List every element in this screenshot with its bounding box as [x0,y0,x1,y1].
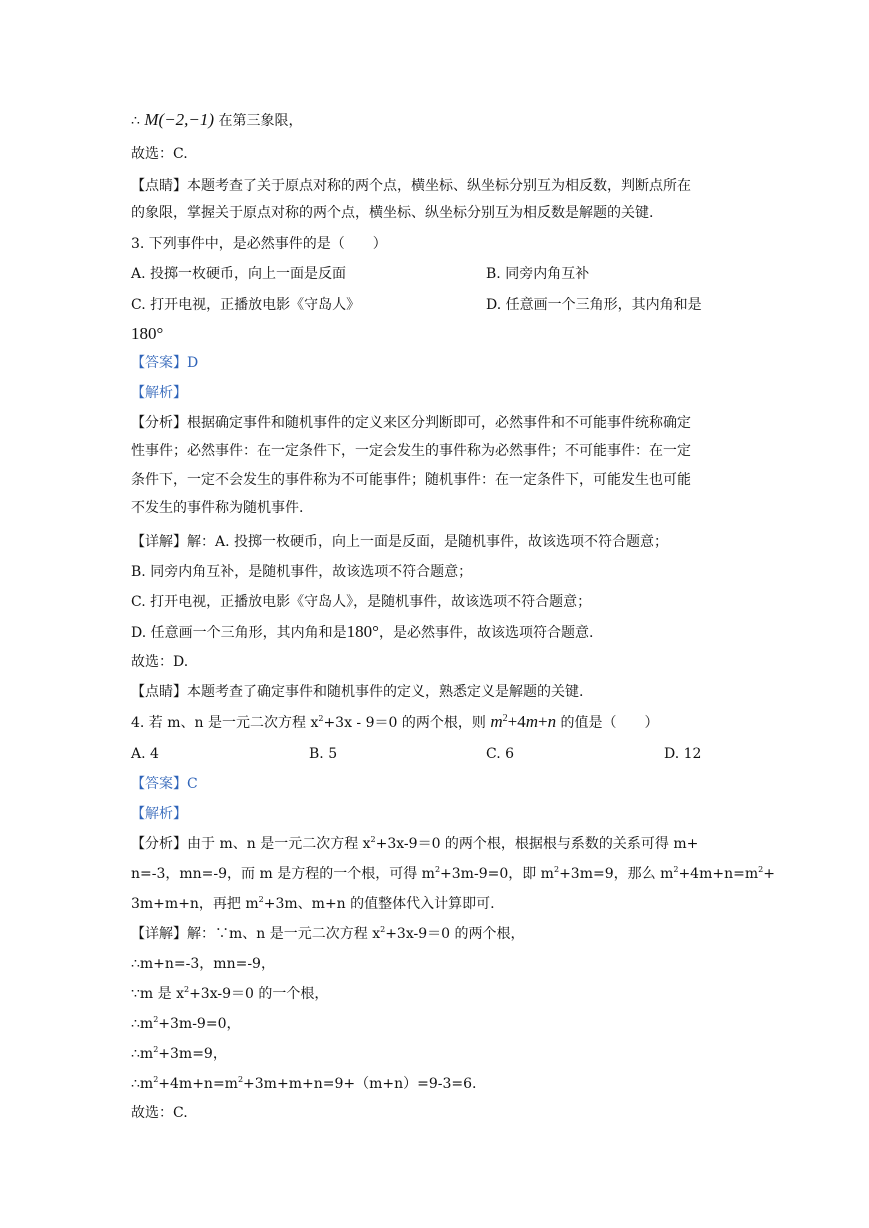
analysis-3-line-2: 性事件；必然事件：在一定条件下，一定会发生的事件称为必然事件；不可能事件：在一定 [131,443,691,459]
detail-4-line-6: $\therefore m^2+4m+n=m^2+3m+m+n=9+(m+n)=9-3=6$. [131,1075,477,1092]
comment-line-2: 的象限，掌握关于原点对称的两个点，横坐标、纵坐标分别互为相反数是解题的关键. [131,205,654,221]
comment-3: 【点睛】本题考查了确定事件和随机事件的定义，熟悉定义是解题的关键. [131,684,584,700]
expression-formula: $m^2+4m+n$ [490,712,557,731]
question-3-options-row-1 [131,263,346,285]
detail-4-line-5: $\therefore m^2+3m=9$， [131,1045,227,1062]
choice-line-3: 故选：D. [131,654,189,670]
detail-3-line-2: B. 同旁内角互补，是随机事件，故该选项不符合题意； [131,564,473,580]
conclusion-line: ∴ M(−2,−1) 在第三象限， [131,110,303,129]
answer-3: 【答案】D [131,355,199,371]
detail-3-line-3: C. 打开电视，正播放电影《守岛人》，是随机事件，故该选项不符合题意； [131,594,592,610]
analysis-header-3: 【解析】 [131,385,187,401]
analysis-4-line-3: 3m+m+n，再把 $m^2+3m$、m+n 的值整体代入计算即可. [131,895,495,912]
detail-4-line-4: $\therefore m^2+3m-9=0$， [131,1015,241,1032]
analysis-3-line-3: 条件下，一定不会发生的事件称为不可能事件；随机事件：在一定条件下，可能发生也可能 [131,472,691,488]
detail-4-line-1: 【详解】解：∵m、n 是一元二次方程 $x^2+3x-9=0$ 的两个根， [131,925,525,942]
choice-line: 故选：C. [131,146,188,162]
detail-4-line-3: ∵m 是 $x^2+3x-9=0$ 的一个根， [131,985,329,1002]
analysis-3-line-4: 不发生的事件称为随机事件. [131,500,304,516]
option-b: B. 同旁内角互补 [486,266,590,282]
question-4-option-c: C. 6 [486,746,515,762]
question-4-option-b: B. 5 [309,746,338,762]
answer-4: 【答案】C [131,776,198,792]
question-4-option-a: A. 4 [131,746,159,762]
question-4-stem: 4. 若 m、n 是一元二次方程 $x^2+3x - 9=0$ 的两个根，则 $m^2+4m+n$ 的值是（ ） [131,712,659,731]
comment-tag: 【点睛】 [131,178,187,194]
detail-3-line-1: 【详解】解：A. 投掷一枚硬币，向上一面是反面，是随机事件，故该选项不符合题意； [131,534,669,550]
option-c: C. 打开电视，正播放电影《守岛人》 [131,297,361,313]
angle-sum-formula: 180° [346,622,379,641]
detail-4-line-2: ∴m+n=-3，mn=-9， [131,956,275,972]
comment-line-1: 【点睛】本题考查了关于原点对称的两个点，横坐标、纵坐标分别互为相反数，判断点所在 [131,178,691,194]
choice-line-4: 故选：C. [131,1105,188,1121]
analysis-4-line-2: n=-3，mn=-9，而 m 是方程的一个根，可得 $m^2+3m-9=0$，即 $m^2+3m=9$，那么 $m^2+4m+n=m^2+$ [131,865,775,882]
question-4-option-d: D. 12 [664,746,702,762]
detail-3-line-4: D. 任意画一个三角形，其内角和是180°，是必然事件，故该选项符合题意. [131,622,594,641]
point-m-formula: M(−2,−1) [144,110,215,129]
question-3-stem: 3. 下列事件中，是必然事件的是（ ） [131,236,387,252]
option-a: A. 投掷一枚硬币，向上一面是反面 [131,266,347,282]
analysis-4-line-1: 【分析】由于 m、n 是一元二次方程 $x^2+3x-9=0$ 的两个根，根据根与系数的关系可得 m+ [131,835,699,852]
option-d: D. 任意画一个三角形，其内角和是 [486,297,702,313]
option-d-continued: 180° [131,324,164,343]
analysis-header-4: 【解析】 [131,806,187,822]
analysis-3-line-1: 【分析】根据确定事件和随机事件的定义来区分判断即可，必然事件和不可能事件统称确定 [131,415,691,431]
